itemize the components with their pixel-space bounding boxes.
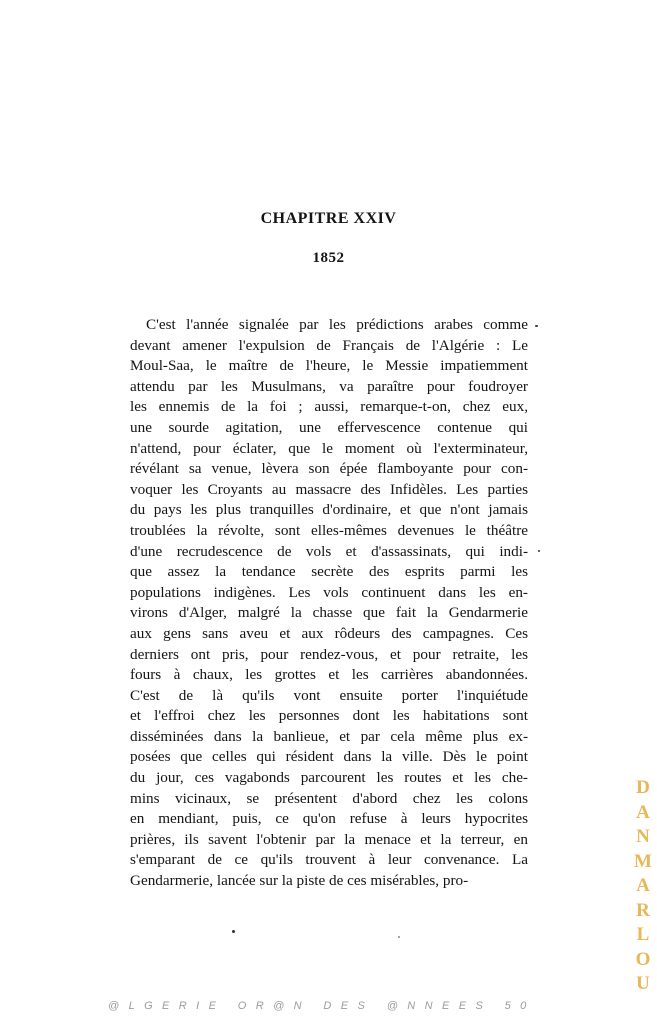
text-line: en mendiant, puis, ce qu'on refuse à leurs hypocrites [130, 810, 528, 828]
text-line: voquer les Croyants au massacre des Infidèles. Les parties [130, 480, 528, 498]
scan-speck [398, 936, 400, 938]
text-line: disséminées dans la banlieue, et par cela même plus ex- [130, 727, 528, 745]
chapter-title: CHAPITRE XXIV [260, 210, 397, 227]
scan-speck [535, 325, 538, 327]
text-line: les ennemis de la foi ; aussi, remarque-t-on, chez eux, [130, 398, 528, 416]
text-line: aux gens sans aveu et aux rôdeurs des campagnes. Ces [130, 624, 528, 642]
text-line: du jour, ces vagabonds parcourent les routes et les che- [130, 769, 528, 787]
text-line: d'une recrudescence de vols et d'assassinats, qui indi- [130, 542, 528, 560]
text-line: troublées la révolte, sont elles-mêmes devenues le théâtre [130, 521, 528, 539]
text-line: s'emparant de ce qu'ils trouvent à leur convenance. La [130, 851, 528, 869]
text-line: que assez la tendance secrète des esprits parmi les [130, 563, 528, 581]
text-line: mins vicinaux, se présentent d'abord chez les colons [130, 789, 528, 807]
text-line: une sourde agitation, une effervescence contenue qui [130, 418, 528, 436]
text-line: Moul-Saa, le maître de l'heure, le Messie impatiemment [130, 357, 528, 375]
scan-speck [538, 550, 540, 552]
text-line: du pays les plus tranquilles d'ordinaire, et que n'ont jamais [130, 501, 528, 519]
footer-watermark: @LGERIE OR@N DES @NNEES 50 [108, 1000, 536, 1012]
text-line: révélant sa venue, lèvera son épée flamboyante pour con- [130, 460, 528, 478]
watermark-letter: N [636, 826, 650, 847]
text-line: virons d'Alger, malgré la chasse que fait la Gendarmerie [130, 604, 528, 622]
text-line: prières, ils savent l'obtenir par la menace et la terreur, en [130, 830, 528, 848]
text-line: devant amener l'expulsion de Français de l'Algérie : Le [130, 336, 528, 354]
watermark-letter: O [635, 948, 651, 970]
watermark-letter: M [634, 850, 652, 872]
watermark-letter: A [636, 801, 650, 823]
watermark-letter: R [636, 899, 650, 921]
watermark-letter: L [636, 924, 650, 945]
watermark-letter: U [636, 973, 650, 994]
text-line: n'attend, pour éclater, que le moment où l'exterminateur, [130, 439, 528, 457]
text-line: et l'effroi chez les personnes dont les habitations sont [130, 707, 528, 725]
vertical-watermark [632, 776, 654, 997]
text-line: populations indigènes. Les vols continuent dans les en- [130, 583, 528, 601]
chapter-year: 1852 [312, 250, 345, 266]
scan-speck [232, 930, 235, 933]
text-line: attendu par les Musulmans, va paraître pour foudroyer [130, 377, 528, 395]
text-line: Gendarmerie, lancée sur la piste de ces misérables, pro- [130, 872, 469, 890]
text-line: C'est de là qu'ils vont ensuite porter l'inquiétude [130, 686, 528, 704]
text-line: posées que celles qui résident dans la ville. Dès le point [130, 748, 528, 766]
body-paragraph [130, 315, 528, 892]
watermark-letter: A [636, 875, 650, 896]
text-line: derniers ont pris, pour rendez-vous, et pour retraite, les [130, 645, 528, 663]
text-line: C'est l'année signalée par les prédictions arabes comme [146, 316, 528, 333]
watermark-letter: D [636, 777, 650, 798]
text-line: fours à chaux, les grottes et les carrières abandonnées. [130, 666, 528, 684]
